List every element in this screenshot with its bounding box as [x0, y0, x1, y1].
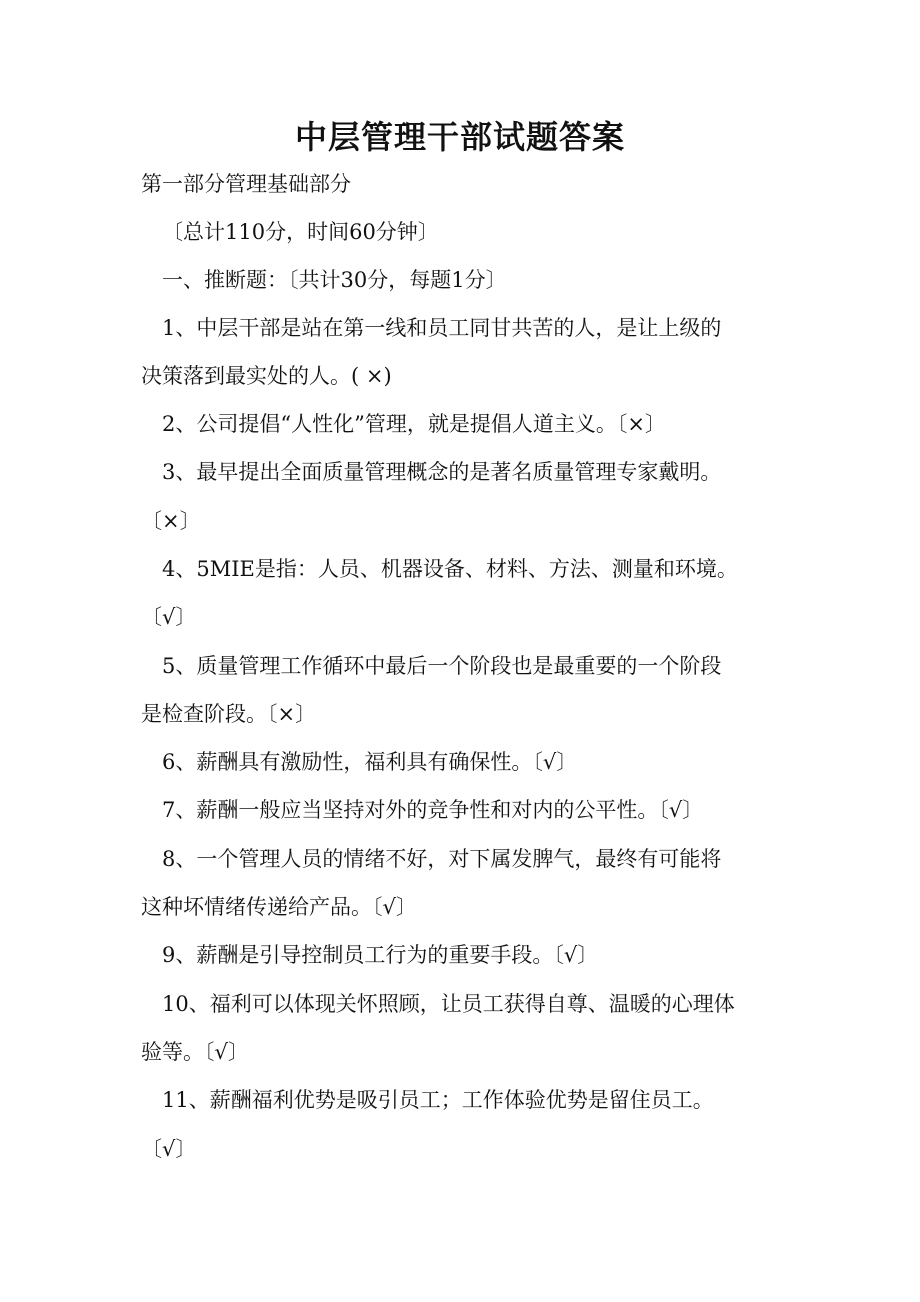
question-9-line-1: 9、薪酬是引导控制员工行为的重要手段。〔√〕: [162, 943, 599, 967]
question-10-line-1: 10、福利可以体现关怀照顾，让员工获得自尊、温暖的心理体: [162, 992, 735, 1016]
question-11-line-2: 〔√〕: [141, 1137, 197, 1161]
part-note: 〔总计110分，时间60分钟〕: [162, 220, 439, 244]
question-5-line-1: 5、质量管理工作循环中最后一个阶段也是最重要的一个阶段: [162, 654, 722, 678]
question-1-line-1: 1、中层干部是站在第一线和员工同甘共苦的人，是让上级的: [162, 316, 722, 340]
question-3-line-2: 〔×〕: [141, 509, 201, 533]
question-8-line-2: 这种坏情绪传递给产品。〔√〕: [141, 895, 417, 919]
question-3-line-1: 3、最早提出全面质量管理概念的是著名质量管理专家戴明。: [162, 460, 722, 484]
question-6-line-1: 6、薪酬具有激励性，福利具有确保性。〔√〕: [162, 750, 578, 774]
question-4-line-1: 4、5MIE是指：人员、机器设备、材料、方法、测量和环境。: [162, 557, 738, 581]
question-2-line-1: 2、公司提倡“人性化”管理，就是提倡人道主义。〔×〕: [162, 412, 666, 436]
question-7-line-1: 7、薪酬一般应当坚持对外的竞争性和对内的公平性。〔√〕: [162, 798, 704, 822]
part-heading: 第一部分管理基础部分: [141, 172, 351, 196]
document-title: 中层管理干部试题答案: [294, 118, 625, 156]
section-heading: 一、推断题：〔共计30分，每题1分〕: [162, 268, 507, 292]
question-5-line-2: 是检查阶段。〔×〕: [141, 702, 317, 726]
question-1-line-2: 决策落到最实处的人。( ×): [141, 364, 392, 388]
question-10-line-2: 验等。〔√〕: [141, 1040, 249, 1064]
question-11-line-1: 11、薪酬福利优势是吸引员工；工作体验优势是留住员工。: [162, 1088, 714, 1112]
question-8-line-1: 8、一个管理人员的情绪不好，对下属发脾气，最终有可能将: [162, 847, 722, 871]
question-4-line-2: 〔√〕: [141, 605, 197, 629]
